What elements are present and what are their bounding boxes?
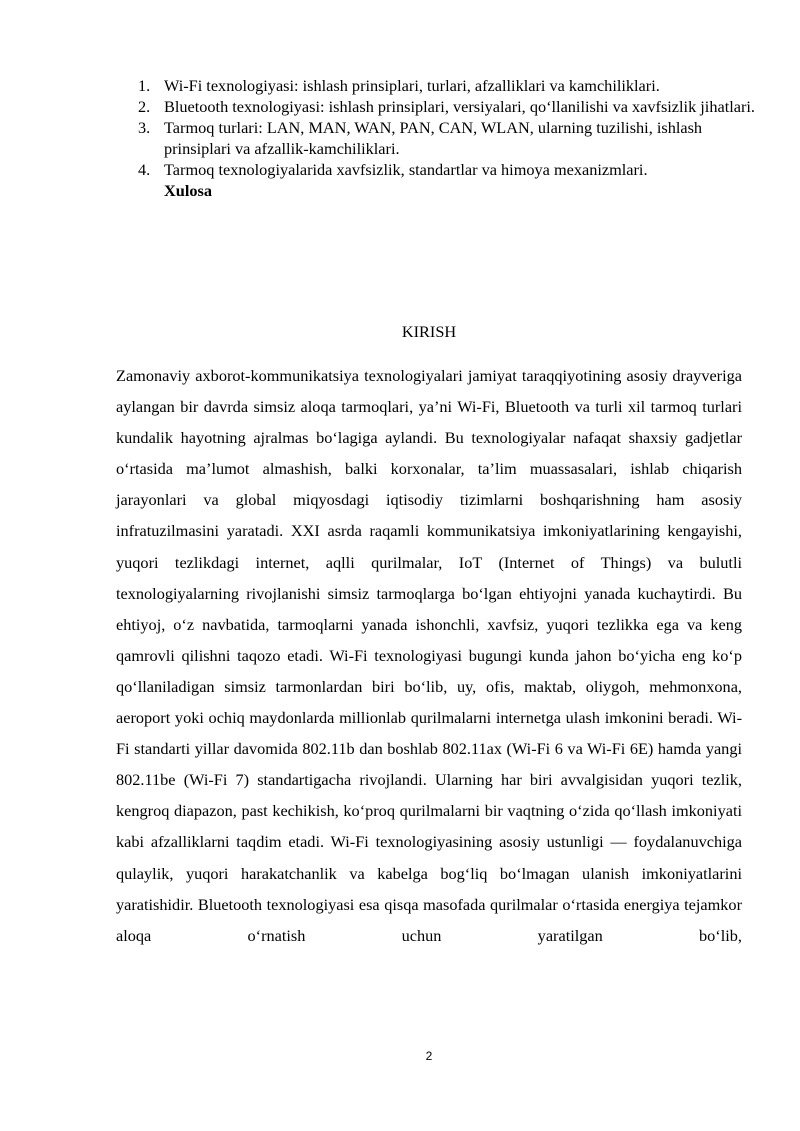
- toc-item: [138, 117, 758, 159]
- toc-item-number: 4.: [138, 160, 151, 179]
- table-of-contents: [138, 75, 758, 201]
- page-number: 2: [425, 1049, 433, 1063]
- toc-item: [138, 75, 758, 96]
- section-heading: KIRISH: [401, 322, 457, 341]
- toc-item-text: Tarmoq texnologiyalarida xavfsizlik, standartlar va himoya mexanizmlari.: [164, 160, 648, 179]
- toc-item-number: 1.: [138, 76, 151, 95]
- toc-item-text: Wi-Fi texnologiyasi: ishlash prinsiplari, turlari, afzalliklari va kamchiliklari.: [164, 76, 660, 95]
- toc-item: [138, 96, 758, 117]
- toc-conclusion: Xulosa: [164, 181, 212, 200]
- body-paragraph: Zamonaviy axborot-kommunikatsiya texnologiyalari jamiyat taraqqiyotining asosiy drayveriga aylangan bir davrda simsiz aloqa tarmoqlari, ya’ni Wi-Fi, Bluetooth va turli xil tarmoq turlari kundalik hayotning ajralmas bo‘lagiga aylandi. Bu texnologiyalar nafaqat shaxsiy gadjetlar o‘rtasida ma’lumot almashish, balki korxonalar, ta’lim muassasalari, ishlab chiqarish jarayonlari va global miqyosdagi iqtisodiy tizimlarni boshqarishning ham asosiy infratuzilmasini yaratadi. XXI asrda raqamli kommunikatsiya imkoniyatlarining kengayishi, yuqori tezlikdagi internet, aqlli qurilmalar, IoT (Internet of Things) va bulutli texnologiyalarning rivojlanishi simsiz tarmoqlarga bo‘lgan ehtiyojni yanada kuchaytirdi. Bu ehtiyoj, o‘z navbatida, tarmoqlarni yanada ishonchli, xavfsiz, yuqori tezlikka ega va keng qamrovli qilishni taqozo etadi. Wi-Fi texnologiyasi bugungi kunda jahon bo‘yicha eng ko‘p qo‘llaniladigan simsiz tarmonlardan biri bo‘lib, uy, ofis, maktab, oliygoh, mehmonxona, aeroport yoki ochiq maydonlarda millionlab qurilmalarni internetga ulash imkonini beradi. Wi-Fi standarti yillar davomida 802.11b dan boshlab 802.11ax (Wi-Fi 6 va Wi-Fi 6E) hamda yangi 802.11be (Wi-Fi 7) standartigacha rivojlandi. Ularning har biri avvalgisidan yuqori tezlik, kengroq diapazon, past kechikish, ko‘proq qurilmalarni bir vaqtning o‘zida qo‘llash imkoniyati kabi afzalliklarni taqdim etadi. Wi-Fi texnologiyasining asosiy ustunligi — foydalanuvchiga qulaylik, yuqori harakatchanlik va kabelga bog‘liq bo‘lmagan ulanish imkoniyatlarini yaratishidir. Bluetooth texnologiyasi esa qisqa masofada qurilmalar o‘rtasida energiya tejamkor aloqa o‘rnatish uchun yaratilgan bo‘lib,: [116, 366, 742, 945]
- toc-item-text: Tarmoq turlari: LAN, MAN, WAN, PAN, CAN, WLAN, ularning tuzilishi, ishlash prinsiplari va afzallik-kamchiliklari.: [164, 118, 703, 158]
- toc-item-number: 2.: [138, 97, 151, 116]
- toc-item-number: 3.: [138, 118, 151, 137]
- toc-item: [138, 159, 758, 180]
- toc-item-text: Bluetooth texnologiyasi: ishlash prinsiplari, versiyalari, qo‘llanilishi va xavfsizlik jihatlari.: [164, 97, 755, 116]
